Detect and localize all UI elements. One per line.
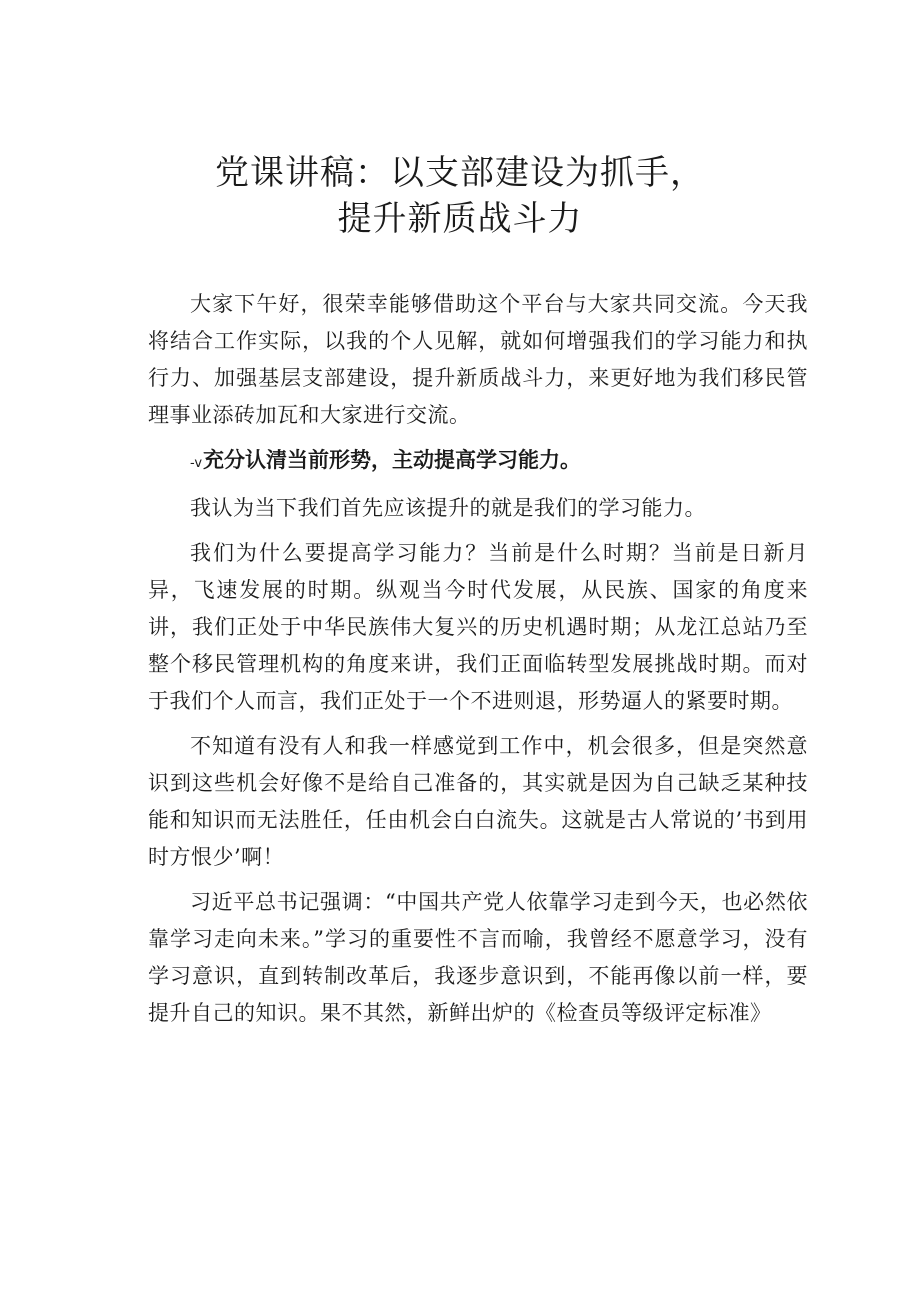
section-heading-prefix: -v <box>190 456 203 471</box>
title-line-1: 党课讲稿：以支部建设为抓手， <box>215 153 705 193</box>
paragraph: 不知道有没有人和我一样感觉到工作中，机会很多，但是突然意识到这些机会好像不是给自己准备的，其实就是因为自己缺乏某种技能和知识而无法胜任，任由机会白白流失。这就是古人常说的’书到用时方恨少’啊！ <box>148 734 808 869</box>
document-body <box>148 286 808 1040</box>
paragraph-intro: 大家下午好，很荣幸能够借助这个平台与大家共同交流。今天我将结合工作实际，以我的个人见解，就如何增强我们的学习能力和执行力、加强基层支部建设，提升新质战斗力，来更好地为我们移民管理事业添砖加瓦和大家进行交流。 <box>148 292 808 427</box>
section-heading <box>148 442 808 482</box>
paragraph: 我认为当下我们首先应该提升的就是我们的学习能力。 <box>190 496 706 520</box>
document-title <box>0 150 920 242</box>
paragraph: 习近平总书记强调：“中国共产党人依靠学习走到今天，也必然依靠学习走向未来。”学习的重要性不言而喻，我曾经不愿意学习，没有学习意识，直到转制改革后，我逐步意识到，不能再像以前一样，要提升自己的知识。果不其然，新鲜出炉的《检查员等级评定标准》 <box>148 890 808 1025</box>
title-line-2: 提升新质战斗力 <box>337 199 583 239</box>
paragraph: 我们为什么要提高学习能力？当前是什么时期？当前是日新月异，飞速发展的时期。纵观当今时代发展，从民族、国家的角度来讲，我们正处于中华民族伟大复兴的历史机遇时期；从龙江总站乃至整个移民管理机构的角度来讲，我们正面临转型发展挑战时期。而对于我们个人而言，我们正处于一个不进则退，形势逼人的紧要时期。 <box>148 541 808 713</box>
section-heading-text: 充分认清当前形势，主动提高学习能力。 <box>203 448 582 472</box>
